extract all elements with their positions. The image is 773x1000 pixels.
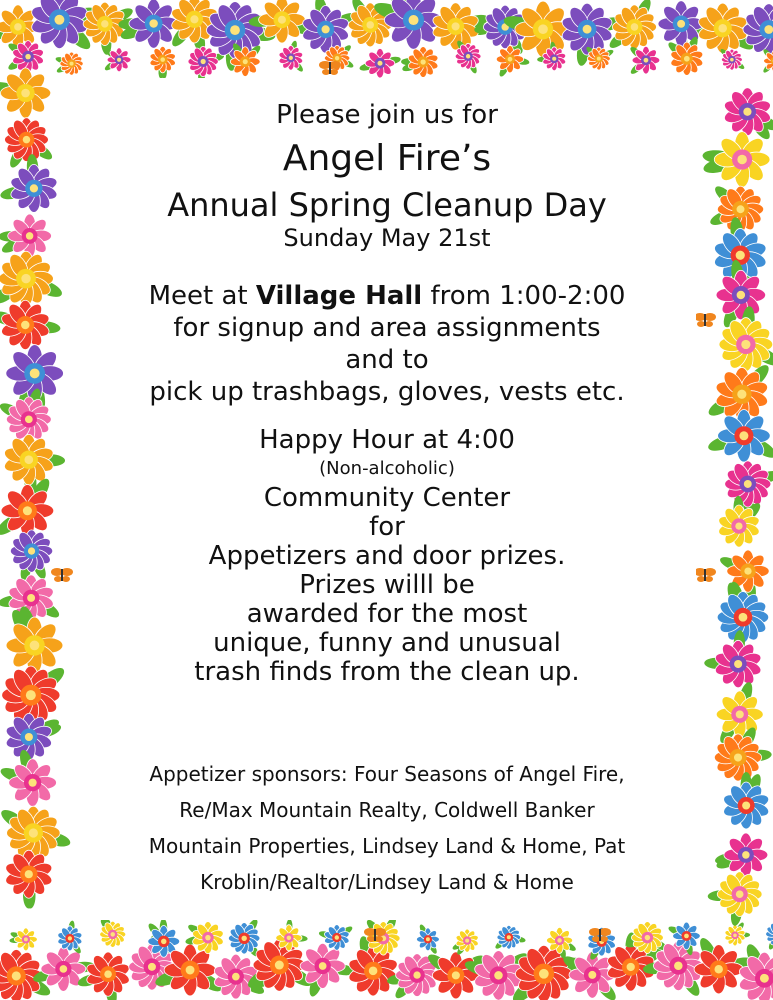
flower-icon [4,713,62,760]
flower-icon [717,496,763,547]
happy-hour-place: Community Center [263,483,511,513]
flower-icon [99,916,126,947]
flower-icon [0,68,51,118]
flower-icon [230,42,262,77]
flower-icon [4,850,54,909]
butterfly-icon [694,313,716,327]
flower-icon [607,0,657,51]
flower-icon [724,921,750,945]
flower-icon [714,833,768,877]
happy-hour-appetizers: Appetizers and door prizes. [208,541,566,571]
flower-icon [702,132,770,188]
meet-line-2: for signup and area assignments [173,313,601,343]
flower-icon [0,748,57,806]
flower-icon [719,48,745,71]
event-date: Sunday May 21st [283,224,491,252]
flower-icon [0,251,64,307]
prizes-line-3: unique, funny and unusual [213,628,561,658]
sponsors-line-2: Re/Max Mountain Realty, Coldwell Banker [179,798,595,822]
flower-icon [738,942,773,1000]
flower-icon [629,45,660,76]
flower-icon [766,922,773,951]
flower-icon [723,88,773,142]
flower-icon [0,806,72,860]
meet-line-3: and to [345,345,429,375]
flower-icon [359,48,402,78]
meet-line-4: pick up trashbags, gloves, vests etc. [149,377,625,407]
flower-icon [103,47,131,72]
butterfly-icon [589,928,611,942]
flower-icon [706,362,773,421]
butterfly-icon [694,568,716,582]
flower-icon [9,928,37,951]
butterfly-icon [364,928,386,942]
event-name: Annual Spring Cleanup Day [167,186,607,224]
meet-prefix: Meet at [148,281,256,311]
flower-icon [276,919,308,951]
flower-icon [416,923,439,955]
meet-location: Village Hall [255,281,423,311]
flower-icon [401,47,439,78]
flower-icon [118,0,178,48]
sponsors-block [78,756,696,900]
happy-hour-for: for [369,512,405,542]
happy-hour-heading: Happy Hour at 4:00 [259,425,515,455]
page-title: Angel Fire’s [282,138,492,179]
meet-block [78,280,696,408]
flower-icon [585,45,615,70]
flower-icon [10,530,52,582]
prizes-line-4: trash finds from the clean up. [194,657,580,687]
meet-line [78,280,696,312]
flower-icon [455,39,481,74]
flower-icon [706,409,773,462]
happy-hour-block [78,484,696,687]
prizes-line-1: Prizes willl be [299,570,475,600]
flower-icon [278,40,305,73]
prizes-line-2: awarded for the most [246,599,528,629]
butterfly-icon [51,568,73,582]
meet-suffix: from 1:00-2:00 [422,281,626,311]
flower-icon [0,154,59,213]
flower-icon [76,952,131,1000]
flower-icon [0,476,54,539]
happy-hour-note: (Non-alcoholic) [319,458,455,479]
flower-icon [0,300,61,349]
sponsors-line-1: Appetizer sponsors: Four Seasons of Angel Fire, [149,762,625,786]
butterfly-icon [319,61,341,75]
flower-icon [707,872,762,927]
intro-text: Please join us for [276,100,498,130]
flower-icon [300,943,355,998]
flower-icon [3,434,66,496]
flower-icon [149,46,176,78]
flower-icon [425,951,487,999]
sponsors-line-3: Mountain Properties, Lindsey Land & Home, Pat [148,834,626,858]
sponsors-line-4: Kroblin/Realtor/Lindsey Land & Home [200,870,574,894]
flower-icon [722,772,771,829]
flower-icon [55,52,83,75]
flower-icon [494,925,526,950]
